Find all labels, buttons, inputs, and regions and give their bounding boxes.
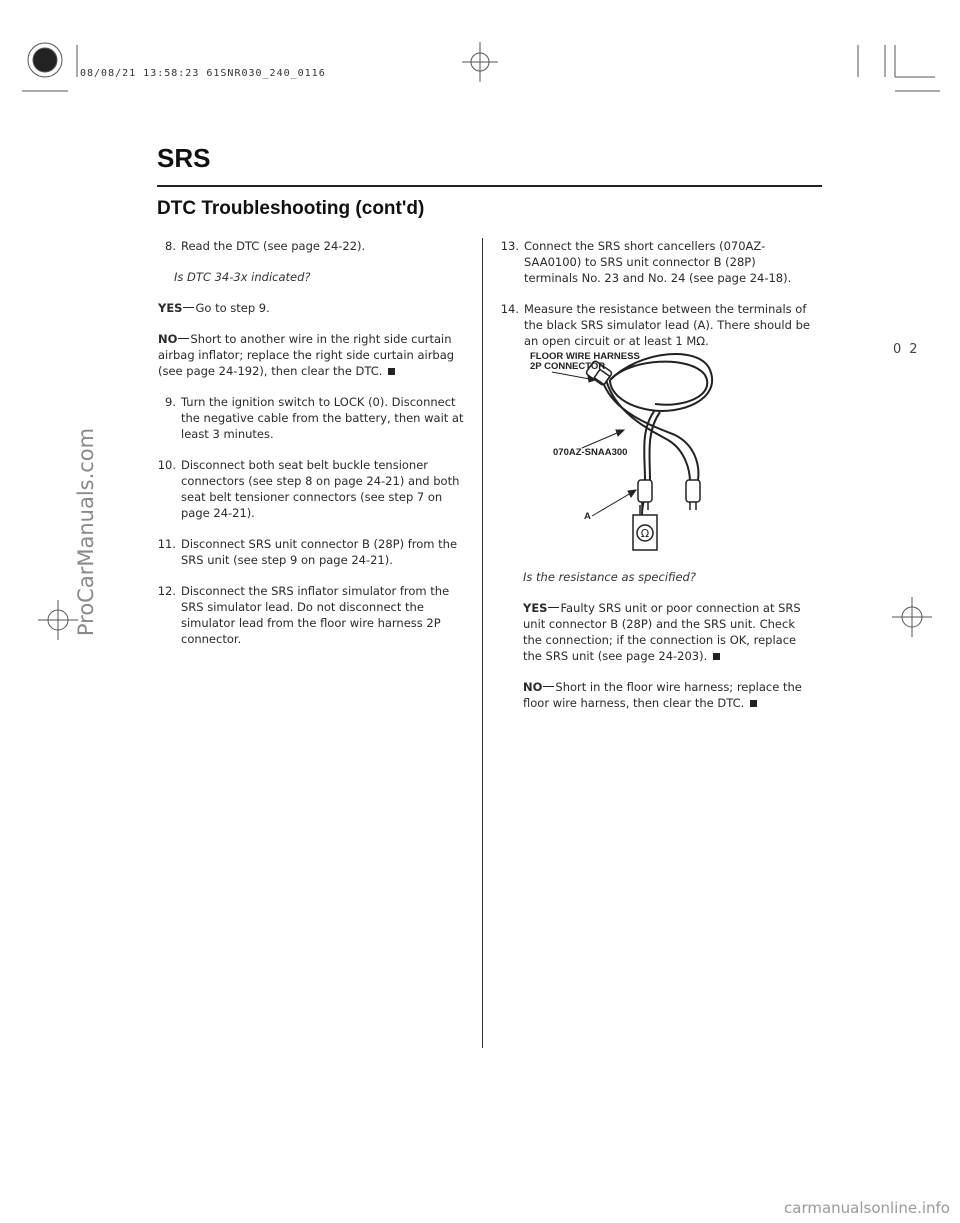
step-number: 9. — [165, 395, 176, 409]
section-title: SRS — [157, 143, 211, 173]
step-number: 8. — [165, 239, 176, 253]
footer-watermark: carmanualsonline.info — [784, 1199, 950, 1217]
label-tool: 070AZ-SNAA300 — [553, 447, 628, 458]
left-column — [158, 238, 470, 662]
step-9 — [158, 394, 470, 442]
step-text: Read the DTC (see page 24-22). — [181, 239, 366, 253]
answer-yes — [523, 600, 811, 664]
step-number: 12. — [157, 584, 176, 598]
dash-mark — [178, 338, 189, 339]
page-subtitle: DTC Troubleshooting (cont'd) — [157, 198, 425, 219]
dash-mark — [548, 607, 559, 608]
answer-text: Short to another wire in the right side curtain airbag inflator; replace the right side curtain airbag (see page 24-192), then clear the DTC. — [158, 332, 455, 378]
answer-yes — [158, 300, 470, 316]
step-8 — [158, 238, 470, 254]
yes-label: YES — [158, 301, 183, 315]
question-dtc: Is DTC 34-3x indicated? — [174, 270, 311, 284]
label-floor-harness — [530, 352, 640, 372]
side-watermark: ProCarManuals.com — [74, 427, 98, 637]
no-label: NO — [523, 680, 543, 694]
step-12 — [158, 583, 470, 647]
answer-no — [523, 679, 811, 711]
end-square-icon — [713, 653, 720, 660]
right-column-answers — [505, 569, 811, 726]
answer-text: Short in the floor wire harness; replace the floor wire harness, then clear the DTC. — [523, 680, 802, 710]
step-text: Disconnect the SRS inflator simulator from the SRS simulator lead. Do not disconnect the simulator lead from the floor wire harness 2P connector. — [181, 584, 450, 646]
step-text: Measure the resistance between the terminals of the black SRS simulator lead (A). There should be an open circuit or at least 1 MΩ. — [524, 302, 810, 348]
step-13 — [501, 238, 811, 286]
step-text: Disconnect both seat belt buckle tensioner connectors (see step 8 on page 24-21) and both seat belt tensioner connectors (see step 7 on page 24-21). — [181, 458, 460, 520]
dash-mark — [543, 686, 554, 687]
dash-mark — [183, 307, 194, 308]
step-text: Disconnect SRS unit connector B (28P) from the SRS unit (see step 9 on page 24-21). — [181, 537, 458, 567]
svg-text:Ω: Ω — [640, 527, 650, 540]
end-square-icon — [388, 368, 395, 375]
no-label: NO — [158, 332, 178, 346]
harness-figure — [500, 340, 760, 560]
header-rule — [157, 185, 822, 187]
step-10 — [158, 457, 470, 521]
step-text: Turn the ignition switch to LOCK (0). Disconnect the negative cable from the battery, then wait at least 3 minutes. — [181, 395, 464, 441]
harness-illustration — [500, 340, 760, 560]
step-number: 14. — [500, 302, 519, 316]
column-divider — [482, 238, 483, 1048]
step-text: Connect the SRS short cancellers (070AZ-SAA0100) to SRS unit connector B (28P) terminals No. 23 and No. 24 (see page 24-18). — [524, 239, 792, 285]
yes-label: YES — [523, 601, 548, 615]
step-number: 10. — [157, 458, 176, 472]
answer-text: Faulty SRS unit or poor connection at SRS unit connector B (28P) and the SRS unit. Check the connection; if the connection is OK, replace the SRS unit (see page 24-203). — [523, 601, 801, 663]
label-a: A — [584, 511, 591, 522]
answer-no — [158, 331, 470, 379]
print-timestamp: 08/08/21 13:58:23 61SNR030_240_0116 — [80, 68, 326, 79]
step-number: 11. — [157, 537, 176, 551]
label-line: 2P CONNECTOR — [530, 361, 606, 372]
step-11 — [158, 536, 470, 568]
step-number: 13. — [500, 239, 519, 253]
answer-text: Go to step 9. — [195, 301, 270, 315]
side-page-number: 02 — [893, 342, 926, 357]
end-square-icon — [750, 700, 757, 707]
question-resistance: Is the resistance as specified? — [523, 570, 696, 584]
label-line: FLOOR WIRE HARNESS — [530, 351, 640, 362]
